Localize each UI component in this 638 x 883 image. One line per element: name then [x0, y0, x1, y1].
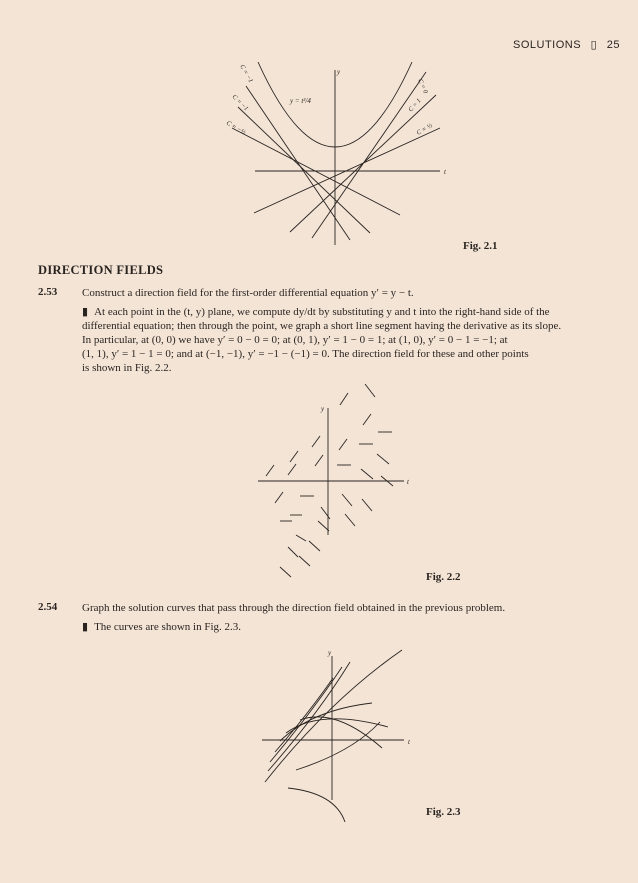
- fig1-caption: Fig. 2.1: [463, 240, 498, 252]
- fig3-solution-curve: [265, 650, 402, 782]
- running-head-glyph: ▯: [590, 39, 598, 51]
- page-number: 25: [606, 39, 620, 51]
- solution-line: ▮ The curves are shown in Fig. 2.3.: [82, 621, 242, 633]
- fig1-c-label: C = −1: [238, 63, 255, 84]
- fig1-c-label: C = −1: [230, 93, 250, 113]
- section-title: DIRECTION FIELDS: [38, 263, 164, 277]
- fig3-axis-t-label: t: [408, 738, 410, 746]
- fig3-solution-curve: [268, 662, 350, 771]
- solution-mark: ▮: [82, 621, 89, 633]
- fig2-axis-y-label: y: [321, 405, 325, 413]
- fig1-c-label: C = 0: [416, 77, 429, 95]
- solution-line: ▮ At each point in the (t, y) plane, we compute dy/dt by substituting y and t into the right-hand side of the: [82, 306, 550, 318]
- fig3-solution-curve: [280, 703, 372, 741]
- fig1-axis-t-label: t: [444, 168, 446, 176]
- fig3-solution-curve: [288, 788, 345, 822]
- fig1-c-label: C = ½: [415, 122, 434, 137]
- solution-mark: ▮: [82, 306, 89, 318]
- problem-number: 2.53: [38, 286, 58, 298]
- fig3-axis-y-label: y: [328, 649, 332, 657]
- problem-statement-text: Graph the solution curves that pass through the direction field obtained in the previous problem.: [82, 602, 506, 614]
- fig1-curve-label: y = t²/4: [290, 97, 311, 105]
- running-head-section: SOLUTIONS: [512, 39, 582, 51]
- solution-line: (1, 1), y′ = 1 − 1 = 0; and at (−1, −1), y′ = −1 − (−1) = 0. The direction field for these and other points: [82, 348, 529, 360]
- problem-statement-text: Construct a direction field for the first-order differential equation y′ = y − t.: [82, 287, 414, 299]
- problem-number: 2.54: [38, 601, 58, 613]
- fig1-c-label: C = 1: [407, 97, 423, 114]
- fig1-c-label: C = −½: [225, 119, 247, 137]
- fig2-axis-t-label: t: [407, 478, 409, 486]
- solution-line: is shown in Fig. 2.2.: [82, 362, 172, 374]
- fig3-solution-curve: [296, 722, 380, 770]
- fig2-caption: Fig. 2.2: [426, 571, 461, 583]
- fig3-caption: Fig. 2.3: [426, 806, 461, 818]
- solution-line: differential equation; then through the point, we graph a short line segment having the derivative as its slope.: [82, 320, 562, 332]
- fig1-axis-y-label: y: [337, 68, 341, 76]
- solution-line: In particular, at (0, 0) we have y′ = 0 − 0 = 0; at (0, 1), y′ = 1 − 0 = 1; at (1, 0), y′ = 0 − 1 = −1; at: [82, 334, 508, 346]
